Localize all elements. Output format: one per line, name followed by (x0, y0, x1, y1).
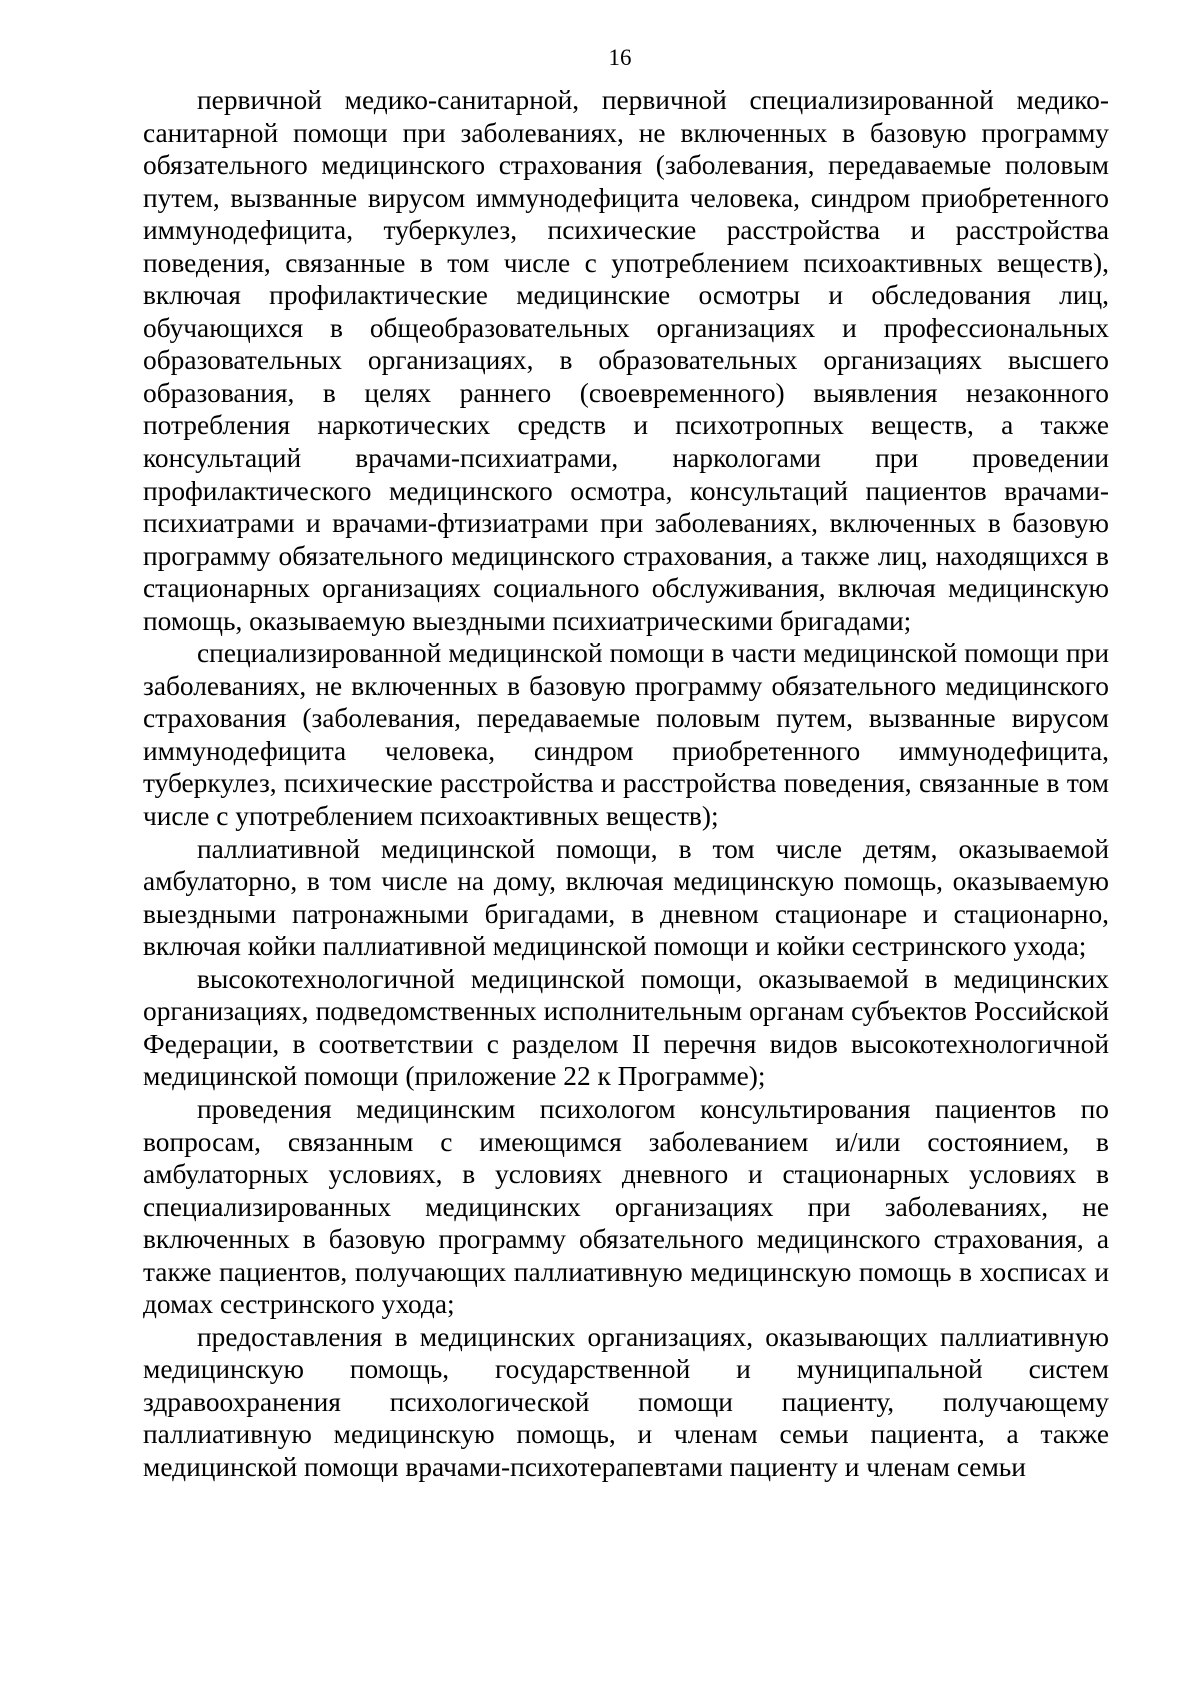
paragraph-psychologist-consulting: проведения медицинским психологом консультирования пациентов по вопросам, связанным с имеющимся заболеванием и/или состоянием, в амбулаторных условиях, в условиях дневного и стационарных условиях в специализированных медицинских организациях при заболеваниях, не включенных в базовую программу обязательного медицинского страхования, а также пациентов, получающих паллиативную медицинскую помощь в хосписах и домах сестринского ухода; (143, 1093, 1109, 1320)
paragraph-high-tech-care: высокотехнологичной медицинской помощи, оказываемой в медицинских организациях, подведомственных исполнительным органам субъектов Российской Федерации, в соответствии с разделом II перечня видов высокотехнологичной медицинской помощи (приложение 22 к Программе); (143, 963, 1109, 1092)
page-number: 16 (608, 45, 632, 70)
document-body (143, 84, 1109, 1484)
paragraph-palliative-care: паллиативной медицинской помощи, в том числе детям, оказываемой амбулаторно, в том числе на дому, включая медицинскую помощь, оказываемую выездными патронажными бригадами, в дневном стационаре и стационарно, включая койки паллиативной медицинской помощи и койки сестринского ухода; (143, 833, 1109, 962)
paragraph-primary-care: первичной медико-санитарной, первичной специализированной медико-санитарной помощи при заболеваниях, не включенных в базовую программу обязательного медицинского страхования (заболевания, передаваемые половым путем, вызванные вирусом иммунодефицита человека, синдром приобретенного иммунодефицита, туберкулез, психические расстройства и расстройства поведения, связанные в том числе с употреблением психоактивных веществ), включая профилактические медицинские осмотры и обследования лиц, обучающихся в общеобразовательных организациях и профессиональных образовательных организациях, в образовательных организациях высшего образования, в целях раннего (своевременного) выявления незаконного потребления наркотических средств и психотропных веществ, а также консультаций врачами-психиатрами, наркологами при проведении профилактического медицинского осмотра, консультаций пациентов врачами-психиатрами и врачами-фтизиатрами при заболеваниях, включенных в базовую программу обязательного медицинского страхования, а также лиц, находящихся в стационарных организациях социального обслуживания, включая медицинскую помощь, оказываемую выездными психиатрическими бригадами; (143, 85, 1109, 636)
paragraph-specialized-care: специализированной медицинской помощи в части медицинской помощи при заболеваниях, не включенных в базовую программу обязательного медицинского страхования (заболевания, передаваемые половым путем, вызванные вирусом иммунодефицита человека, синдром приобретенного иммунодефицита, туберкулез, психические расстройства и расстройства поведения, связанные в том числе с употреблением психоактивных веществ); (143, 638, 1109, 832)
paragraph-psychological-help: предоставления в медицинских организациях, оказывающих паллиативную медицинскую помощь, государственной и муниципальной систем здравоохранения психологической помощи пациенту, получающему паллиативную медицинскую помощь, и членам семьи пациента, а также медицинской помощи врачами-психотерапевтами пациенту и членам семьи (143, 1321, 1109, 1482)
